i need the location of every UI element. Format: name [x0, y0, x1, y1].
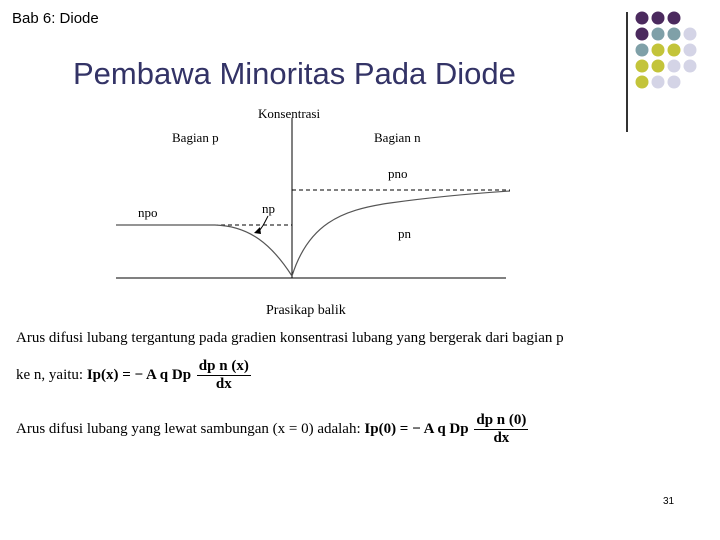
n-side-label: Bagian n [374, 130, 421, 145]
text-line-3 [16, 412, 530, 447]
decorative-dot [636, 60, 649, 73]
caption-label: Prasikap balik [266, 303, 346, 318]
diagram-scan [10, 100, 618, 456]
decorative-dot [652, 12, 665, 25]
pno-label: pno [388, 166, 408, 181]
decorative-dot [684, 44, 697, 57]
equation-2-denominator: dx [493, 430, 510, 446]
equation-2-lhs: Ip(0) = − A q Dp [364, 420, 469, 437]
decorative-dot [668, 76, 681, 89]
equation-2-fraction [474, 412, 528, 447]
p-side-label: Bagian p [172, 130, 219, 145]
decorative-dot [652, 44, 665, 57]
decorative-dot [636, 44, 649, 57]
decorative-dot [652, 76, 665, 89]
page-number: 31 [663, 496, 675, 507]
np-curve [116, 225, 292, 276]
concentration-diagram [10, 100, 618, 318]
decorative-dot [668, 60, 681, 73]
line-2-prefix: ke n, yaitu: [16, 366, 87, 383]
equation-1-lhs: Ip(x) = − A q Dp [86, 366, 192, 383]
equation-2-numerator: dp n (0) [476, 412, 527, 428]
decorative-dot [668, 28, 681, 41]
decorative-dot [652, 28, 665, 41]
decorative-dot [636, 28, 649, 41]
decorative-dot [636, 76, 649, 89]
decorative-dot [684, 60, 697, 73]
text-line-1: Arus difusi lubang tergantung pada gradien konsentrasi lubang yang bergerak dari bagian p [16, 330, 564, 346]
np-label: np [262, 201, 275, 216]
pn-label: pn [398, 226, 411, 241]
concentration-label: Konsentrasi [258, 106, 321, 121]
decorative-dot [652, 60, 665, 73]
decorative-dot [668, 44, 681, 57]
vertical-divider [626, 12, 628, 132]
equation-1-numerator: dp n (x) [198, 358, 249, 374]
text-line-2 [16, 358, 253, 393]
decorative-dot [684, 28, 697, 41]
npo-label: npo [138, 205, 158, 220]
equation-1-denominator: dx [215, 376, 232, 392]
decorative-dot [636, 12, 649, 25]
slide-title: Pembawa Minoritas Pada Diode [73, 56, 516, 91]
equation-1-fraction [197, 358, 251, 393]
decorative-dot [668, 12, 681, 25]
np-pointer-head [254, 227, 261, 234]
line-3-prefix: Arus difusi lubang yang lewat sambungan (x = 0) adalah: [16, 420, 365, 437]
chapter-label: Bab 6: Diode [12, 10, 99, 27]
